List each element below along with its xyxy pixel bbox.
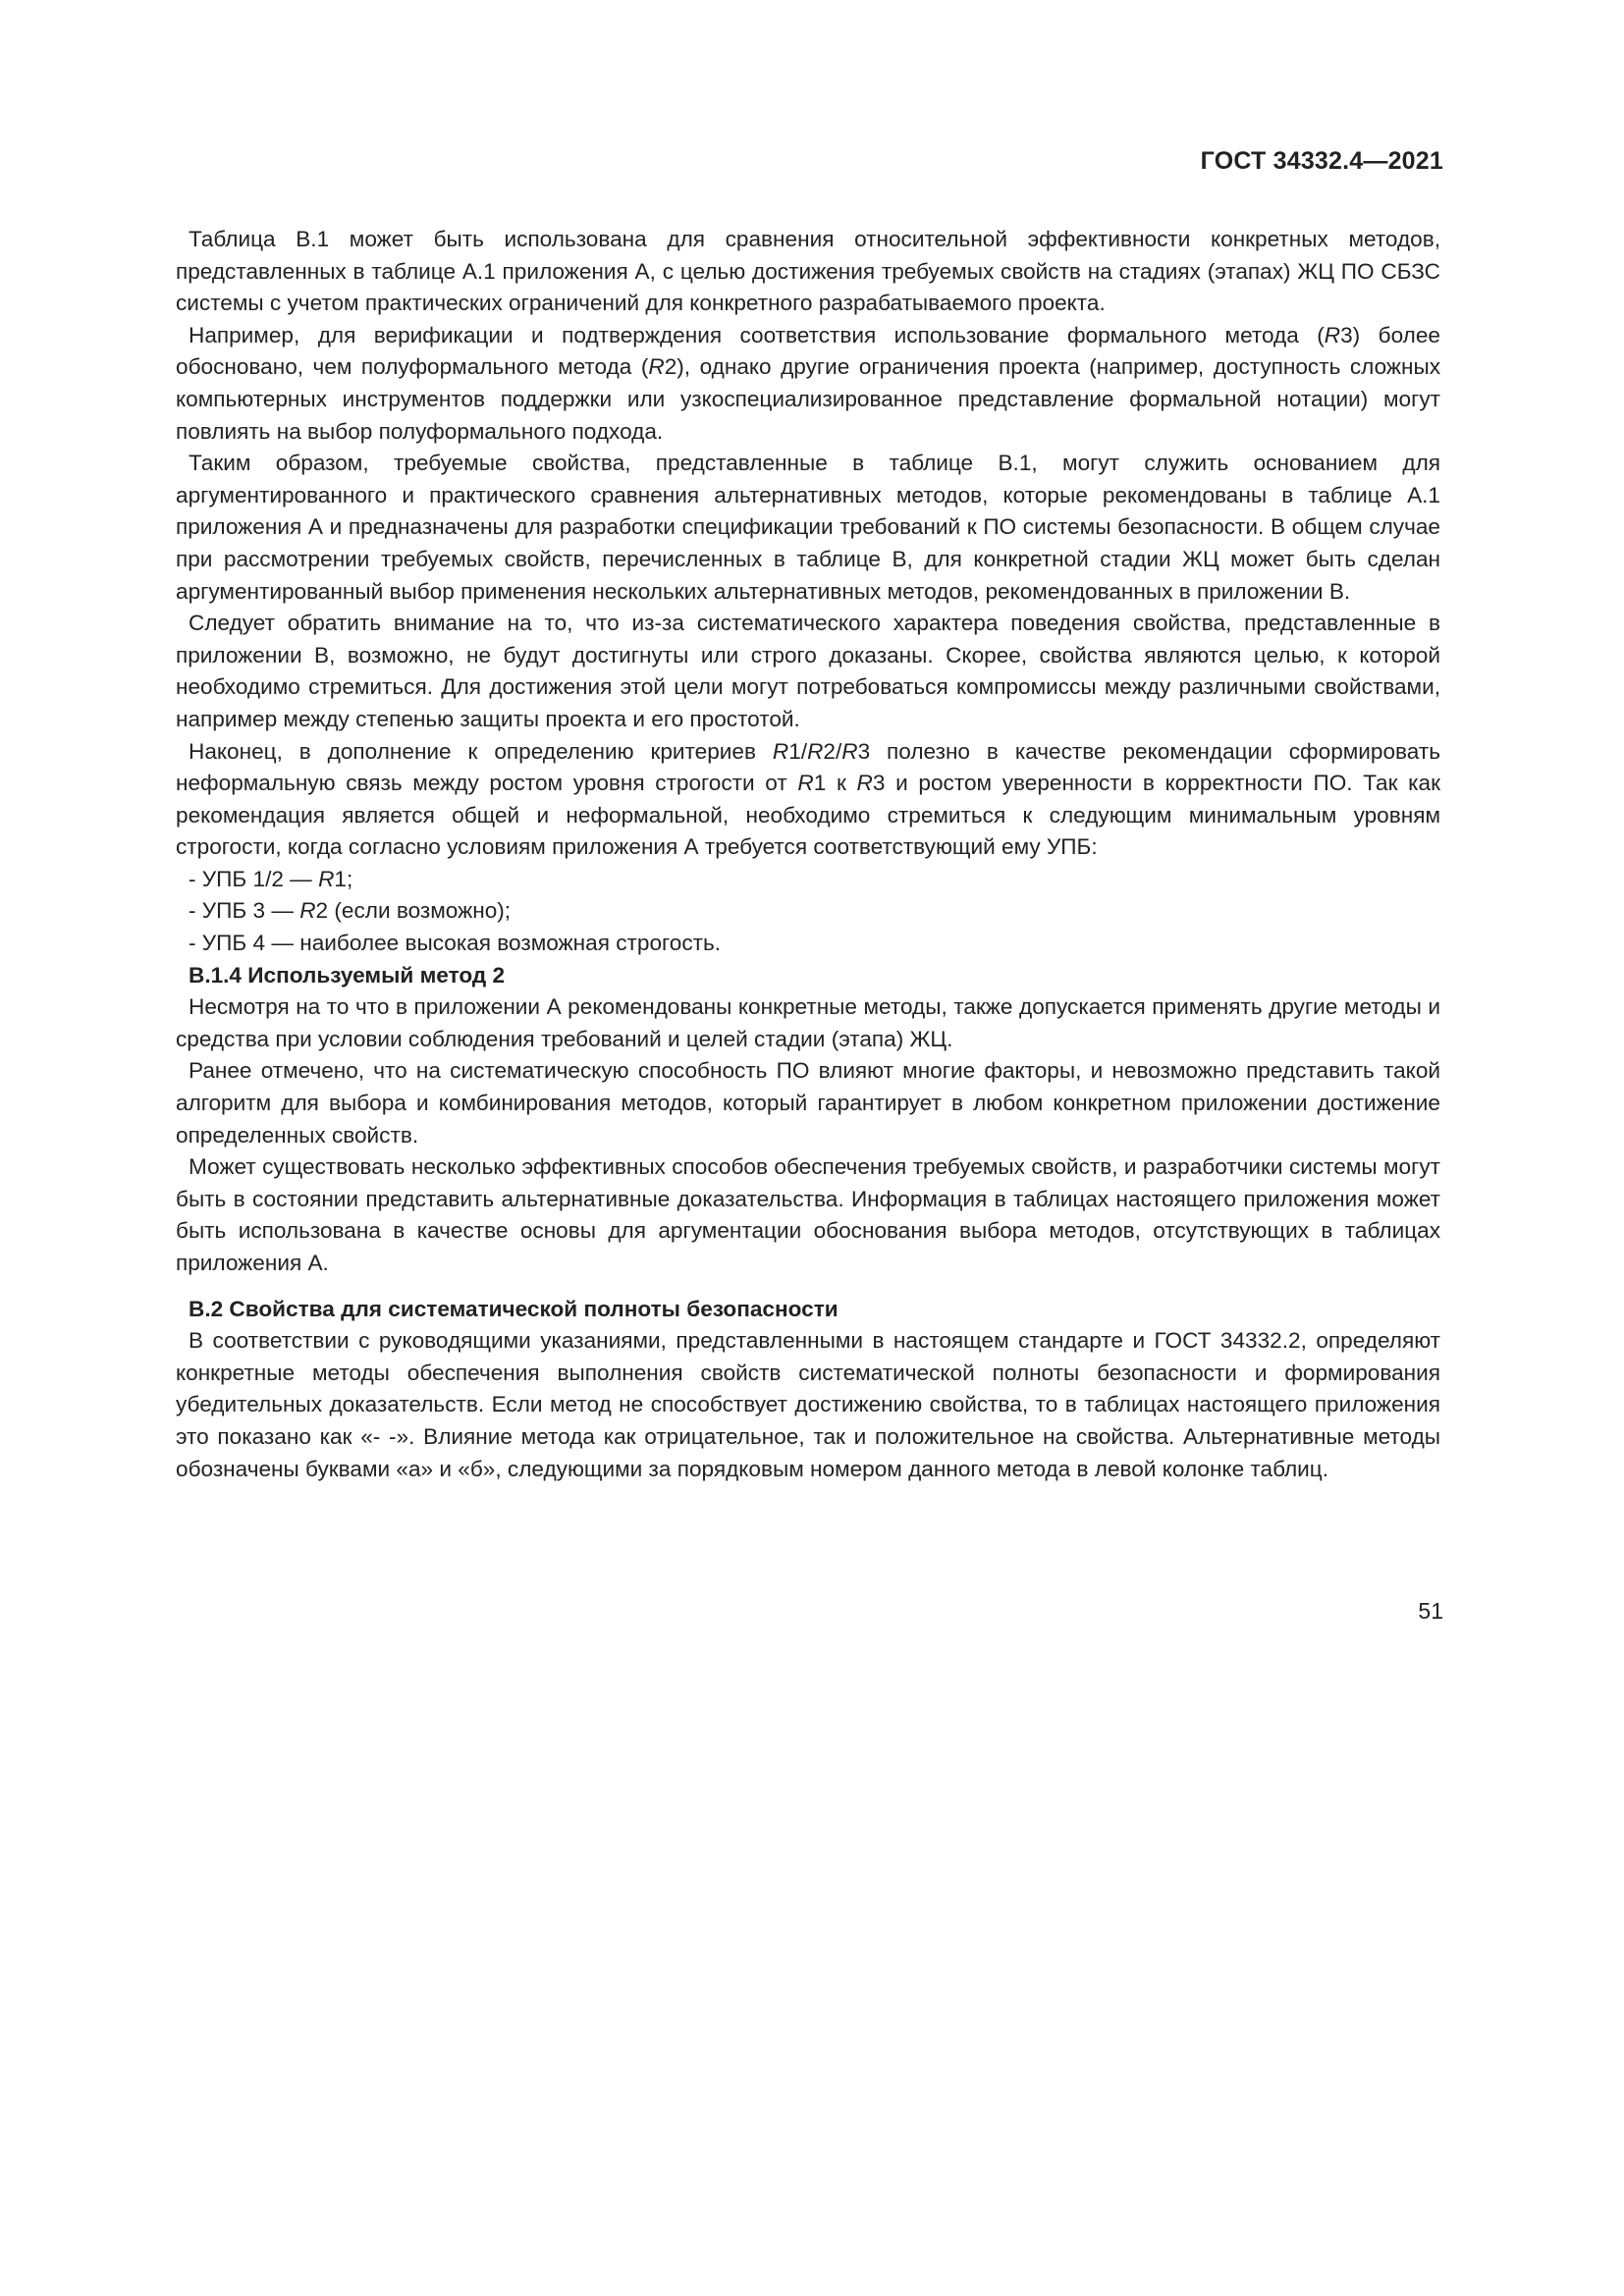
paragraph-9: В соответствии с руководящими указаниями, представленными в настоящем стандарте и ГОСТ 34332.2, определяют конкретные методы обеспечения выполнения свойств систематической полноты безопасности и формирования убедительных доказательств. Если метод не способствует достижению свойства, то в таблицах настоящего приложения это показано как «- -». Влияние метода как отрицательное, так и положительное на свойства. Альтернативные методы обозначены буквами «а» и «б», следующими за порядковым номером данного метода в левой колонке таблиц. xyxy=(176,1328,1440,1481)
list-item-upb-3: - УПБ 3 — R2 (если возможно); xyxy=(189,898,512,924)
page-body xyxy=(176,224,1440,1485)
paragraph-4: Следует обратить внимание на то, что из-за систематического характера поведения свойства, представленные в приложении В, возможно, не будут достигнуты или строго доказаны. Скорее, свойства являются целью, к которой необходимо стремиться. Для достижения этой цели могут потребоваться компромиссы между различными свойствами, например между степенью защиты проекта и его простотой. xyxy=(176,611,1440,731)
section-heading-b2: В.2 Свойства для систематической полноты безопасности xyxy=(189,1296,839,1321)
paragraph-5: Наконец, в дополнение к определению критериев R1/R2/R3 полезно в качестве рекомендации сформировать неформальную связь между ростом уровня строгости от R1 к R3 и ростом уверенности в корректности ПО. Так как рекомендация является общей и неформальной, необходимо стремиться к следующим минимальным уровням строгости, когда согласно условиям приложения А требуется соответствующий ему УПБ: xyxy=(176,738,1440,860)
page-number: 51 xyxy=(1418,1598,1443,1624)
section-heading-b14: В.1.4 Используемый метод 2 xyxy=(189,962,506,988)
paragraph-3: Таким образом, требуемые свойства, представленные в таблице В.1, могут служить основанием для аргументированного и практического сравнения альтернативных методов, которые рекомендованы в таблице А.1 приложения А и предназначены для разработки спецификации требований к ПО системы безопасности. В общем случае при рассмотрении требуемых свойств, перечисленных в таблице В, для конкретной стадии ЖЦ может быть сделан аргументированный выбор применения нескольких альтернативных методов, рекомендованных в приложении В. xyxy=(176,451,1440,604)
paragraph-6: Несмотря на то что в приложении А рекомендованы конкретные методы, также допускается применять другие методы и средства при условии соблюдения требований и целей стадии (этапа) ЖЦ. xyxy=(176,994,1440,1051)
document-code: ГОСТ 34332.4—2021 xyxy=(1200,147,1443,175)
paragraph-2: Например, для верификации и подтверждения соответствия использование формального метода (R3) более обосновано, чем полуформального метода (R2), однако другие ограничения проекта (например, доступность сложных компьютерных инструментов поддержки или узкоспециализированное представление формальной нотации) могут повлиять на выбор полуформального подхода. xyxy=(176,322,1441,444)
paragraph-8: Может существовать несколько эффективных способов обеспечения требуемых свойств, и разработчики системы могут быть в состоянии представить альтернативные доказательства. Информация в таблицах настоящего приложения может быть использована в качестве основы для аргументации обоснования выбора методов, отсутствующих в таблицах приложения А. xyxy=(176,1154,1440,1275)
list-item-upb-4: - УПБ 4 — наиболее высокая возможная строгость. xyxy=(189,931,722,956)
paragraph-1: Таблица В.1 может быть использована для сравнения относительной эффективности конкретных методов, представленных в таблице А.1 приложения А, с целью достижения требуемых свойств на стадиях (этапах) ЖЦ ПО СБЗС системы с учетом практических ограничений для конкретного разрабатываемого проекта. xyxy=(176,227,1440,316)
paragraph-7: Ранее отмечено, что на систематическую способность ПО влияют многие факторы, и невозможно представить такой алгоритм для выбора и комбинирования методов, который гарантирует в любом конкретном приложении достижение определенных свойств. xyxy=(176,1058,1440,1148)
list-item-upb-1-2: - УПБ 1/2 — R1; xyxy=(189,866,353,891)
